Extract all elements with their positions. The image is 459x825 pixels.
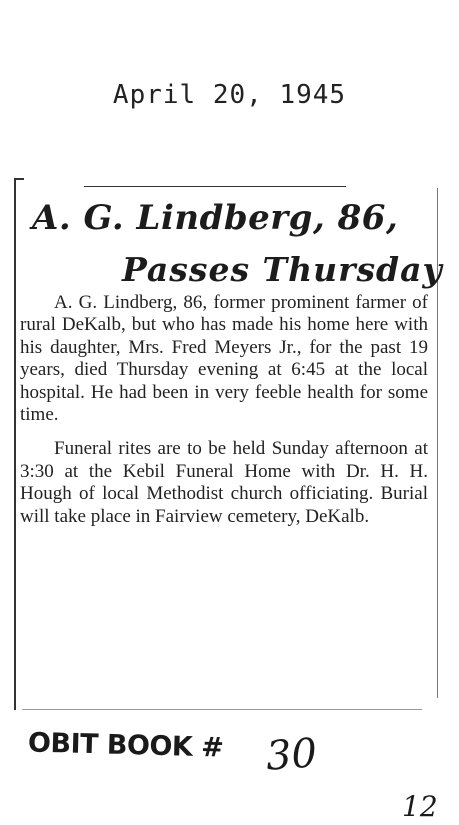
clipping-bottom-edge <box>22 709 422 710</box>
newspaper-clipping <box>14 178 443 710</box>
headline-line-1: A. G. Lindberg, 86, <box>32 198 399 238</box>
page-mark-handwritten: 12 <box>402 790 438 823</box>
headline-line-2: Passes Thursday <box>122 250 443 289</box>
clipping-left-edge <box>14 178 16 710</box>
article-paragraph-2: Funeral rites are to be held Sunday afternoon at 3:30 at the Kebil Funeral Home with Dr. H. H. Hough of local Methodist church officiating. Burial will take place in Fairview cemetery, DeKalb. <box>20 438 428 527</box>
obit-book-stamp: OBIT BOOK # <box>27 727 224 764</box>
book-number-handwritten: 30 <box>264 730 319 780</box>
article-body <box>20 292 428 528</box>
date-heading: April 20, 1945 <box>112 80 347 110</box>
clipping-top-edge <box>14 178 24 180</box>
headline-rule <box>84 186 346 187</box>
article-paragraph-1: A. G. Lindberg, 86, former prominent farmer of rural DeKalb, but who has made his home here with his daughter, Mrs. Fred Meyers Jr., for the past 19 years, died Thursday evening at 6:45 at the local hospital. He had been in very feeble health for some time. <box>20 292 428 426</box>
